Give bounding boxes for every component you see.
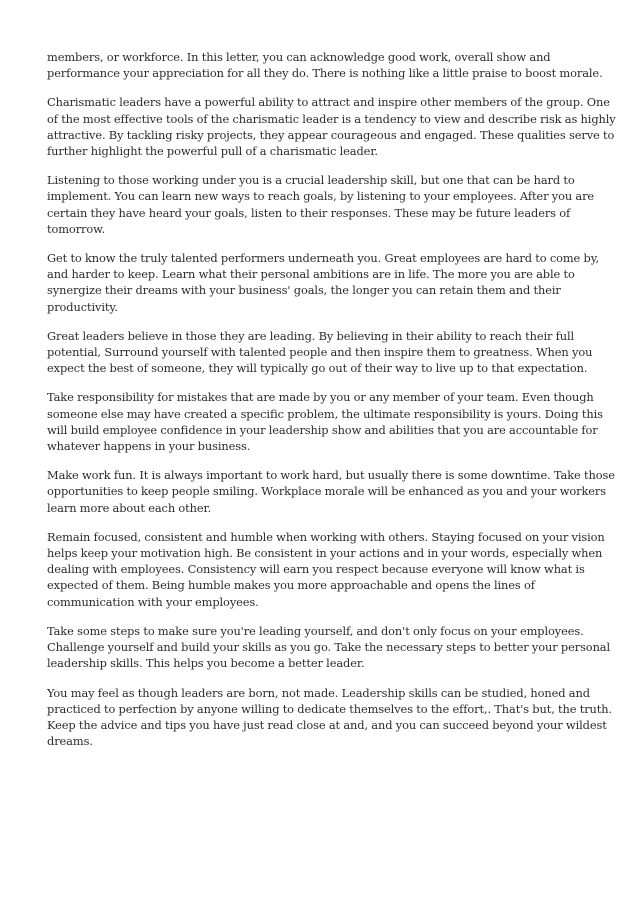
text-line: attractive. By tackling risky projects, they appear courageous and engaged. These qualities serve to — [47, 127, 615, 142]
paragraph — [47, 623, 611, 672]
paragraph — [47, 529, 605, 610]
text-line: someone else may have created a specific problem, the ultimate responsibility is yours. Doing this — [47, 406, 603, 421]
text-line: will build employee confidence in your leadership show and abilities that you are accountable for — [47, 422, 598, 437]
document-body — [47, 49, 616, 762]
text-line: leadership skills. This helps you become a better leader. — [47, 656, 365, 671]
paragraph — [47, 389, 603, 454]
text-line: and harder to keep. Learn what their personal ambitions are in life. The more you are able to — [47, 267, 575, 282]
text-line: learn more about each other. — [47, 500, 212, 515]
text-line: further highlight the powerful pull of a charismatic leader. — [47, 144, 378, 159]
text-line: tomorrow. — [47, 221, 105, 236]
text-line: Remain focused, consistent and humble when working with others. Staying focused on your vision — [47, 529, 605, 544]
text-line: helps keep your motivation high. Be consistent in your actions and in your words, especially when — [47, 546, 603, 561]
text-line: You may feel as though leaders are born, not made. Leadership skills can be studied, honed and — [47, 685, 590, 700]
text-line: Take responsibility for mistakes that are made by you or any member of your team. Even though — [47, 390, 594, 405]
paragraph — [47, 172, 595, 237]
text-line: Take some steps to make sure you're leading yourself, and don't only focus on your employees. — [47, 623, 584, 638]
text-line: Make work fun. It is always important to work hard, but usually there is some downtime. Take those — [47, 468, 615, 483]
text-line: expect the best of someone, they will typically go out of their way to live up to that expectation. — [47, 361, 588, 376]
text-line: expected of them. Being humble makes you more approachable and opens the lines of — [47, 578, 535, 593]
text-line: synergize their dreams with your business' goals, the longer you can retain them and their — [47, 283, 561, 298]
text-line: Get to know the truly talented performers underneath you. Great employees are hard to come by, — [47, 251, 600, 266]
text-line: certain they have heard your goals, listen to their responses. These may be future leaders of — [47, 205, 571, 220]
text-line: Charismatic leaders have a powerful ability to attract and inspire other members of the group. One — [47, 95, 610, 110]
text-line: opportunities to keep people smiling. Workplace morale will be enhanced as you and your workers — [47, 484, 607, 499]
text-line: performance your appreciation for all they do. There is nothing like a little praise to boost morale. — [47, 66, 603, 81]
text-line: whatever happens in your business. — [47, 439, 251, 454]
text-line: Challenge yourself and build your skills as you go. Take the necessary steps to better your personal — [47, 640, 611, 655]
text-line: practiced to perfection by anyone willing to dedicate themselves to the effort,. That's but, the truth. — [47, 701, 613, 716]
paragraph — [47, 328, 595, 377]
text-line: potential, Surround yourself with talented people and then inspire them to greatness. When you — [47, 345, 593, 360]
paragraph — [47, 94, 616, 159]
paragraph — [47, 685, 613, 750]
paragraph — [47, 467, 615, 516]
text-line: Keep the advice and tips you have just read close at and, and you can succeed beyond your wildest — [47, 717, 607, 732]
text-line: Listening to those working under you is a crucial leadership skill, but one that can be hard to — [47, 173, 575, 188]
text-line: of the most effective tools of the charismatic leader is a tendency to view and describe risk as highly — [47, 111, 616, 126]
text-line: dreams. — [47, 734, 93, 749]
text-line: communication with your employees. — [47, 594, 259, 609]
text-line: dealing with employees. Consistency will earn you respect because everyone will know what is — [47, 562, 585, 577]
paragraph — [47, 49, 603, 81]
text-line: implement. You can learn new ways to reach goals, by listening to your employees. After you are — [47, 189, 595, 204]
paragraph — [47, 250, 600, 315]
text-line: Great leaders believe in those they are leading. By believing in their ability to reach their full — [47, 328, 575, 343]
text-line: productivity. — [47, 299, 118, 314]
text-line: members, or workforce. In this letter, you can acknowledge good work, overall show and — [47, 50, 551, 64]
